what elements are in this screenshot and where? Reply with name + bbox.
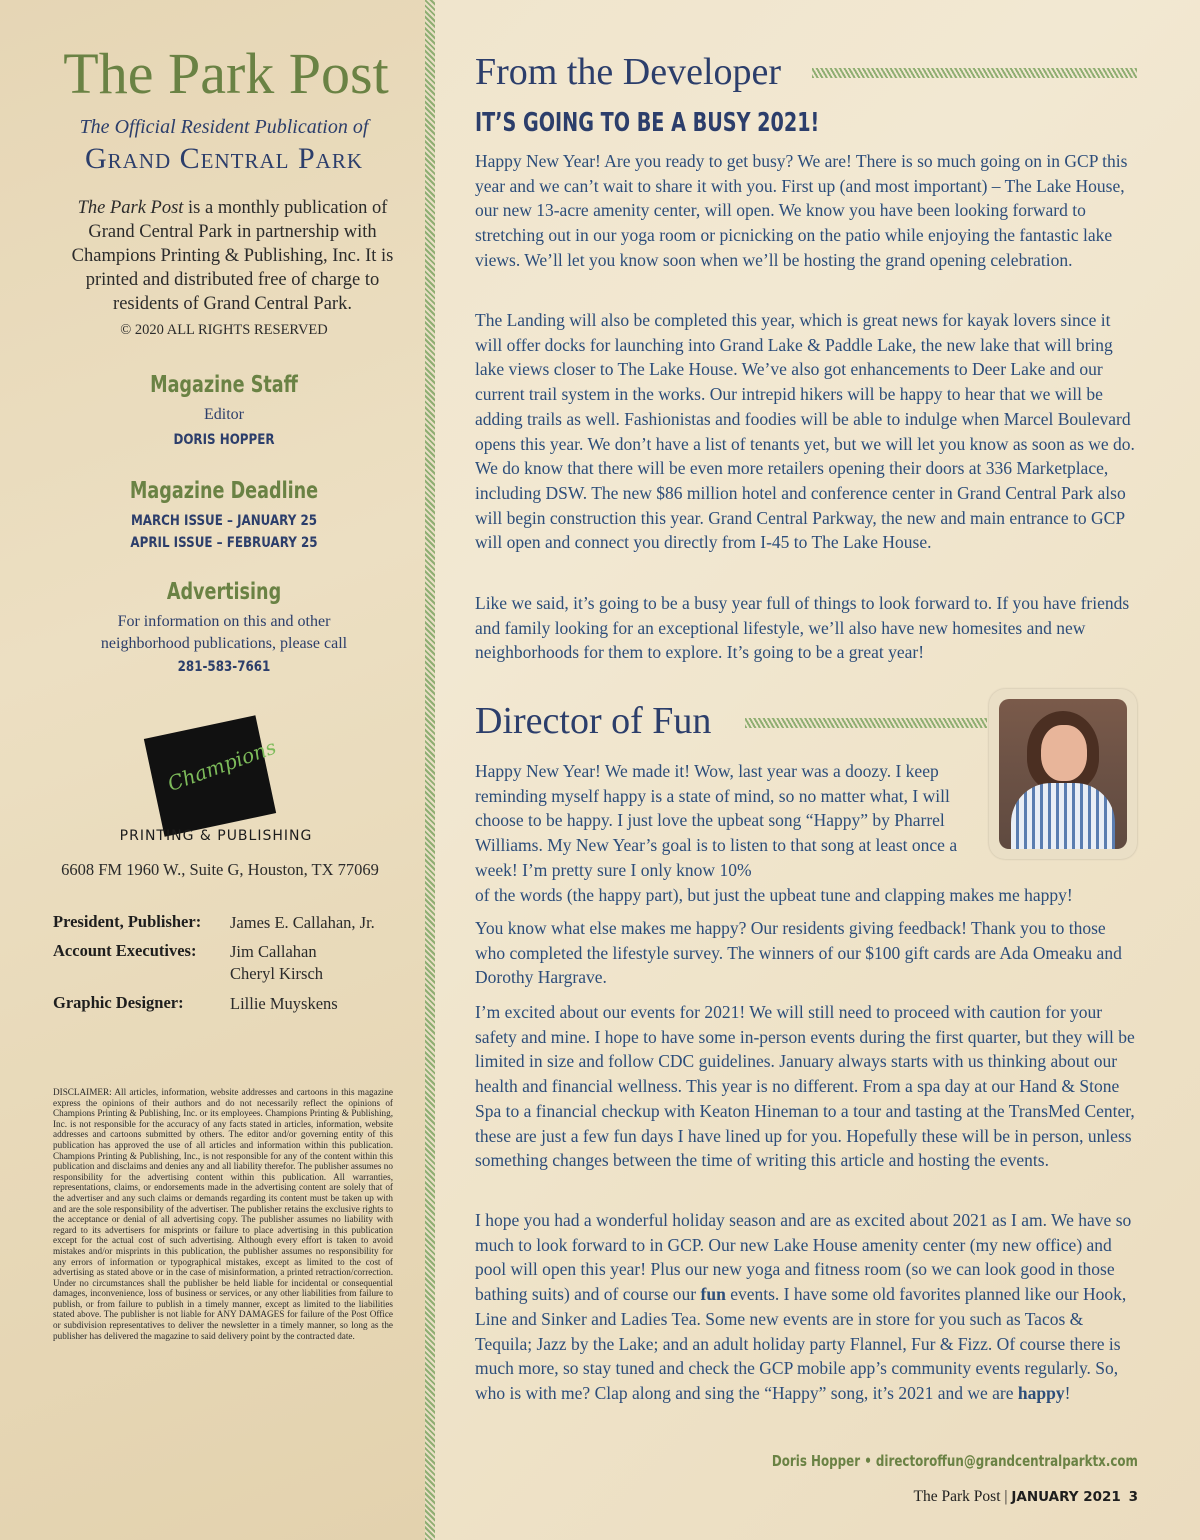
developer-subhead: IT’S GOING TO BE A BUSY 2021! bbox=[475, 108, 820, 138]
advertising-heading: Advertising bbox=[166, 579, 282, 605]
footer-page-number: 3 bbox=[1128, 1489, 1138, 1505]
fun-paragraph-4 bbox=[475, 1208, 1140, 1406]
staff-name: DORIS HOPPER bbox=[173, 432, 275, 448]
advertising-phone: 281-583-7661 bbox=[177, 659, 271, 675]
logo-subtitle: PRINTING & PUBLISHING bbox=[119, 828, 313, 844]
credit-value-account-2: Cheryl Kirsch bbox=[230, 964, 324, 983]
intro-body: is a monthly publication of Grand Central Park in partnership with Champions Printing & Publishing, Inc. It is printed and distributed free of charge to residents of Grand Central Park. bbox=[71, 198, 394, 314]
director-photo bbox=[989, 689, 1137, 859]
staff-heading: Magazine Staff bbox=[150, 372, 298, 398]
fun-paragraph-2: You know what else makes me happy? Our residents giving feedback! Thank you to those who completed the lifestyle survey. The winners of our $100 gift cards are Ada Omeaku and Dorothy Hargrave. bbox=[475, 918, 1122, 988]
fun-section-title: Director of Fun bbox=[475, 700, 712, 742]
portrait-face bbox=[1041, 725, 1087, 781]
advertising-text-2: neighborhood publications, please call bbox=[100, 635, 348, 652]
footer-publication: The Park Post bbox=[913, 1488, 1001, 1505]
fun-title-rule bbox=[745, 718, 987, 728]
deadline-april: APRIL ISSUE – FEBRUARY 25 bbox=[130, 535, 318, 551]
credit-value-account-1: Jim Callahan bbox=[230, 942, 317, 961]
developer-section-title: From the Developer bbox=[475, 51, 782, 93]
portrait-shirt bbox=[1011, 783, 1115, 849]
director-portrait bbox=[999, 699, 1127, 849]
advertising-text-1: For information on this and other bbox=[117, 613, 331, 630]
masthead-subtitle: The Official Resident Publication of bbox=[79, 116, 369, 138]
page-footer bbox=[914, 1488, 1138, 1506]
credit-label-publisher: President, Publisher: bbox=[53, 912, 202, 931]
intro-publication-name: The Park Post bbox=[77, 198, 184, 218]
intro-text bbox=[60, 196, 405, 316]
developer-paragraph-3: Like we said, it’s going to be a busy year full of things to look forward to. If you have friends and family looking for an exceptional lifestyle, we’ll also have new homesites and new neighborhoods for them to explore. It’s going to be a great year! bbox=[475, 593, 1130, 663]
fun-paragraph-3: I’m excited about our events for 2021! We will still need to proceed with caution for your safety and mine. I hope to have some in-person events during the first quarter, but they will be limited in size and follow CDC guidelines. January always starts with us thinking about our health and financial wellness. This year is no different. From a spa day at our Hand & Stone Spa to a financial checkup with Keaton Hineman to a tour and tasting at the TransMed Center, these are just a few fun days I have lined up for you. Hopefully these will be in person, unless something changes between the time of writing this article and hosting the events. bbox=[475, 1002, 1135, 1171]
fun-paragraph-1: Happy New Year! We made it! Wow, last year was a doozy. I keep reminding myself happy is a state of mind, so no matter what, I will choose to be happy. I just love the upbeat song “Happy” by Pharrel Williams. My New Year’s goal is to listen to that song at least once a week! I’m pretty sure I only know 10% bbox=[475, 761, 958, 880]
fun-p4-part-a: I hope you had a wonderful holiday season and are as excited about 2021 as I am. We have so much to look forward to in GCP. Our new Lake House amenity center (my new office) and pool will open this year! Plus our new yoga and fitness room (so we can look good in those bathing suits) and of course our bbox=[475, 1210, 1132, 1305]
credit-label-designer: Graphic Designer: bbox=[53, 993, 184, 1012]
developer-title-rule bbox=[812, 68, 1137, 78]
footer-separator: | bbox=[1000, 1488, 1012, 1505]
developer-paragraph-2: The Landing will also be completed this year, which is great news for kayak lovers since it will offer docks for launching into Grand Lake & Paddle Lake, the new lake that will bring lake views closer to The Lake House. We’ve also got enhancements to Deer Lake and our current trail system in the works. Our intrepid hikers will be happy to hear that we will be adding trails as well. Fashionistas and foodies will be able to indulge when Marcel Boulevard opens this year. We don’t have a list of tenants yet, but we will let you know as soon as we do. We do know that there will be even more retailers opening their doors at 336 Marketplace, including DSW. The new $86 million hotel and conference center in Grand Central Park also will begin construction this year. Grand Central Parkway, the new and main entrance to GCP will open and connect you directly from I-45 to The Lake House. bbox=[475, 310, 1135, 553]
fun-p4-bold-fun: fun bbox=[700, 1284, 726, 1305]
disclaimer: DISCLAIMER: All articles, information, website addresses and cartoons in this magazine express the opinions of their authors and do not necessarily reflect the opinions of Champions Printing & Publishing, Inc. or its employees. Champions Printing & Publishing, Inc. is not responsible for the accuracy of any facts stated in articles, information, website addresses and cartoons submitted by others. The editor and/or governing entity of this publication has approved the use of all articles and information within this publication. Champions Printing & Publishing, Inc., is not responsible for any of the content within this publication and disclaims and denies any and all liability therefor. The publisher assumes no responsibility for the advertising content within this publication. All warranties, representations, claims, or endorsements made in the advertising content are solely that of the advertiser and any such claims or demands regarding its content must be taken up with and are the sole responsibility of the advertiser. The publisher retains the exclusive rights to the acceptance or denial of all advertising copy. The publisher assumes no liability with regard to its advertisers for misprints or failure to place advertising in this publication except for the actual cost of such advertising. Although every effort is taken to avoid mistakes and/or misprints in this publication, the publisher assumes no responsibility for any errors of information or typographical mistakes, except as limited to the cost of advertising as stated above or in the case of misinformation, a printed retraction/correction. Under no circumstances shall the publisher be held liable for incidental or consequential damages, inconvenience, loss of business or services, or any other liabilities from failure to publish, or from failure to publish in a timely manner, except as limited to the liabilities stated above. The publisher is not liable for ANY DAMAGES for failure of the Post Office or subdivision representatives to deliver the newsletter in a timely manner, so long as the publisher has delivered the magazine to said delivery point by the contracted date. bbox=[53, 1087, 393, 1341]
masthead-community: Grand Central Park bbox=[84, 142, 364, 175]
deadline-march: MARCH ISSUE – JANUARY 25 bbox=[130, 513, 318, 529]
fun-p4-end: ! bbox=[1064, 1382, 1071, 1403]
fun-p4-bold-happy: happy bbox=[1017, 1382, 1065, 1403]
author-signature: Doris Hopper • directoroffun@grandcentralparktx.com bbox=[772, 1452, 1138, 1470]
credit-value-designer: Lillie Muyskens bbox=[230, 994, 338, 1013]
fun-paragraph-1-end: of the words (the happy part), but just the upbeat tune and clapping makes me happy! bbox=[475, 885, 1073, 905]
copyright: © 2020 ALL RIGHTS RESERVED bbox=[120, 322, 328, 338]
developer-paragraph-1: Happy New Year! Are you ready to get busy? We are! There is so much going on in GCP this year and we can’t wait to share it with you. First up (and most important) – The Lake House, our new 13-acre amenity center, will open. We know you have been looking forward to stretching out in our yoga room or picnicking on the patio while enjoying the fantastic lake views. We’ll let you know soon when we’ll be hosting the grand opening celebration. bbox=[475, 151, 1128, 270]
deadline-heading: Magazine Deadline bbox=[129, 478, 319, 504]
credit-value-publisher: James E. Callahan, Jr. bbox=[230, 913, 375, 932]
credit-label-account: Account Executives: bbox=[53, 941, 197, 960]
publisher-address: 6608 FM 1960 W., Suite G, Houston, TX 77069 bbox=[61, 860, 379, 879]
fun-p4-part-b: events. I have some old favorites planned like our Hook, Line and Sinker and Ladies Tea. Some new events are in store for you such as Tacos & Tequila; Jazz by the Lake; and an adult holiday party Flannel, Fur & Fizz. Of course there is much more, so stay tuned and check the GCP mobile app’s community events regularly. So, who is with me? Clap along and sing the “Happy” song, it’s 2021 and we are bbox=[475, 1284, 1127, 1403]
logo-wordmark: Champions bbox=[164, 734, 280, 796]
column-divider bbox=[425, 0, 435, 1540]
footer-issue: JANUARY 2021 bbox=[1011, 1489, 1121, 1505]
staff-role: Editor bbox=[204, 406, 244, 423]
masthead-title: The Park Post bbox=[63, 41, 389, 106]
